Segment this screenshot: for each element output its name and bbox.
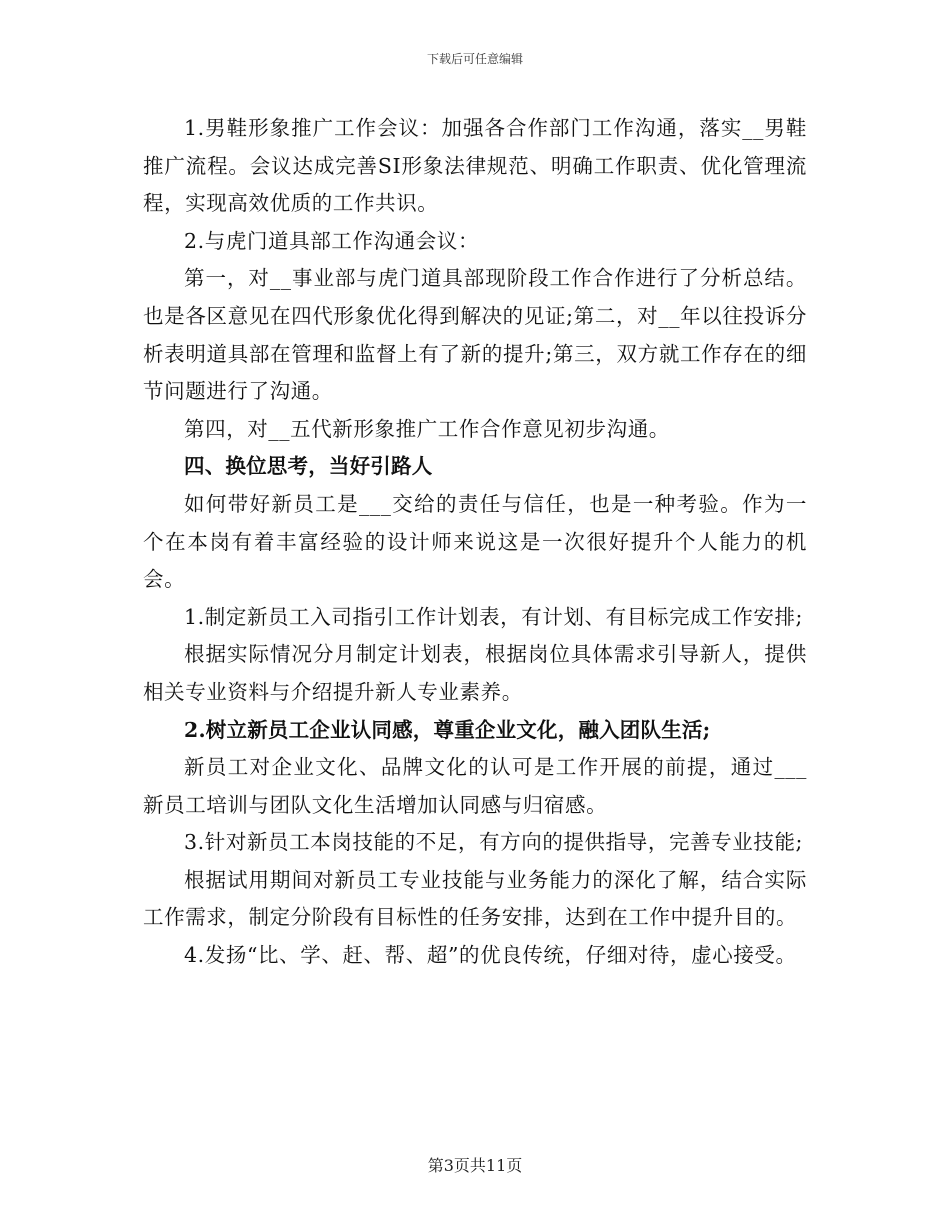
page-header: 下载后可任意编辑 (426, 52, 523, 66)
subheading-2: 2.树立新员工企业认同感，尊重企业文化，融入团队生活; (184, 717, 711, 742)
page-footer: 第3页共11页 (427, 1156, 523, 1175)
paragraph-3: 第一，对__事业部与虎门道具部现阶段工作合作进行了分析总结。也是各区意见在四代形象优化得到解决的见证;第二，对__年以往投诉分析表明道具部在管理和监督上有了新的提升;第三，双方就工作存在的细节问题进行了沟通。 (143, 266, 807, 404)
section-heading-4: 四、换位思考，当好引路人 (184, 454, 433, 479)
paragraph-6: 1.制定新员工入司指引工作计划表，有计划、有目标完成工作安排; (184, 604, 804, 629)
paragraph-11: 4.发扬“比、学、赶、帮、超”的优良传统，仔细对待，虚心接受。 (184, 943, 797, 968)
paragraph-10: 根据试用期间对新员工专业技能与业务能力的深化了解，结合实际工作需求，制定分阶段有目标性的任务安排，达到在工作中提升目的。 (143, 867, 807, 930)
document-body (143, 110, 807, 975)
paragraph-7: 根据实际情况分月制定计划表，根据岗位具体需求引导新人，提供相关专业资料与介绍提升新人专业素养。 (143, 642, 807, 704)
paragraph-8: 新员工对企业文化、品牌文化的认可是工作开展的前提，通过___新员工培训与团队文化生活增加认同感与归宿感。 (143, 755, 807, 817)
paragraph-2: 2.与虎门道具部工作沟通会议： (184, 228, 480, 253)
paragraph-9: 3.针对新员工本岗技能的不足，有方向的提供指导，完善专业技能; (184, 830, 804, 855)
paragraph-4: 第四，对__五代新形象推广工作合作意见初步沟通。 (184, 416, 670, 441)
paragraph-1: 1.男鞋形象推广工作会议：加强各合作部门工作沟通，落实__男鞋推广流程。会议达成完善SI形象法律规范、明确工作职责、优化管理流程，实现高效优质的工作共识。 (143, 116, 807, 216)
paragraph-5: 如何带好新员工是___交给的责任与信任，也是一种考验。作为一个在本岗有着丰富经验的设计师来说这是一次很好提升个人能力的机会。 (143, 491, 807, 592)
